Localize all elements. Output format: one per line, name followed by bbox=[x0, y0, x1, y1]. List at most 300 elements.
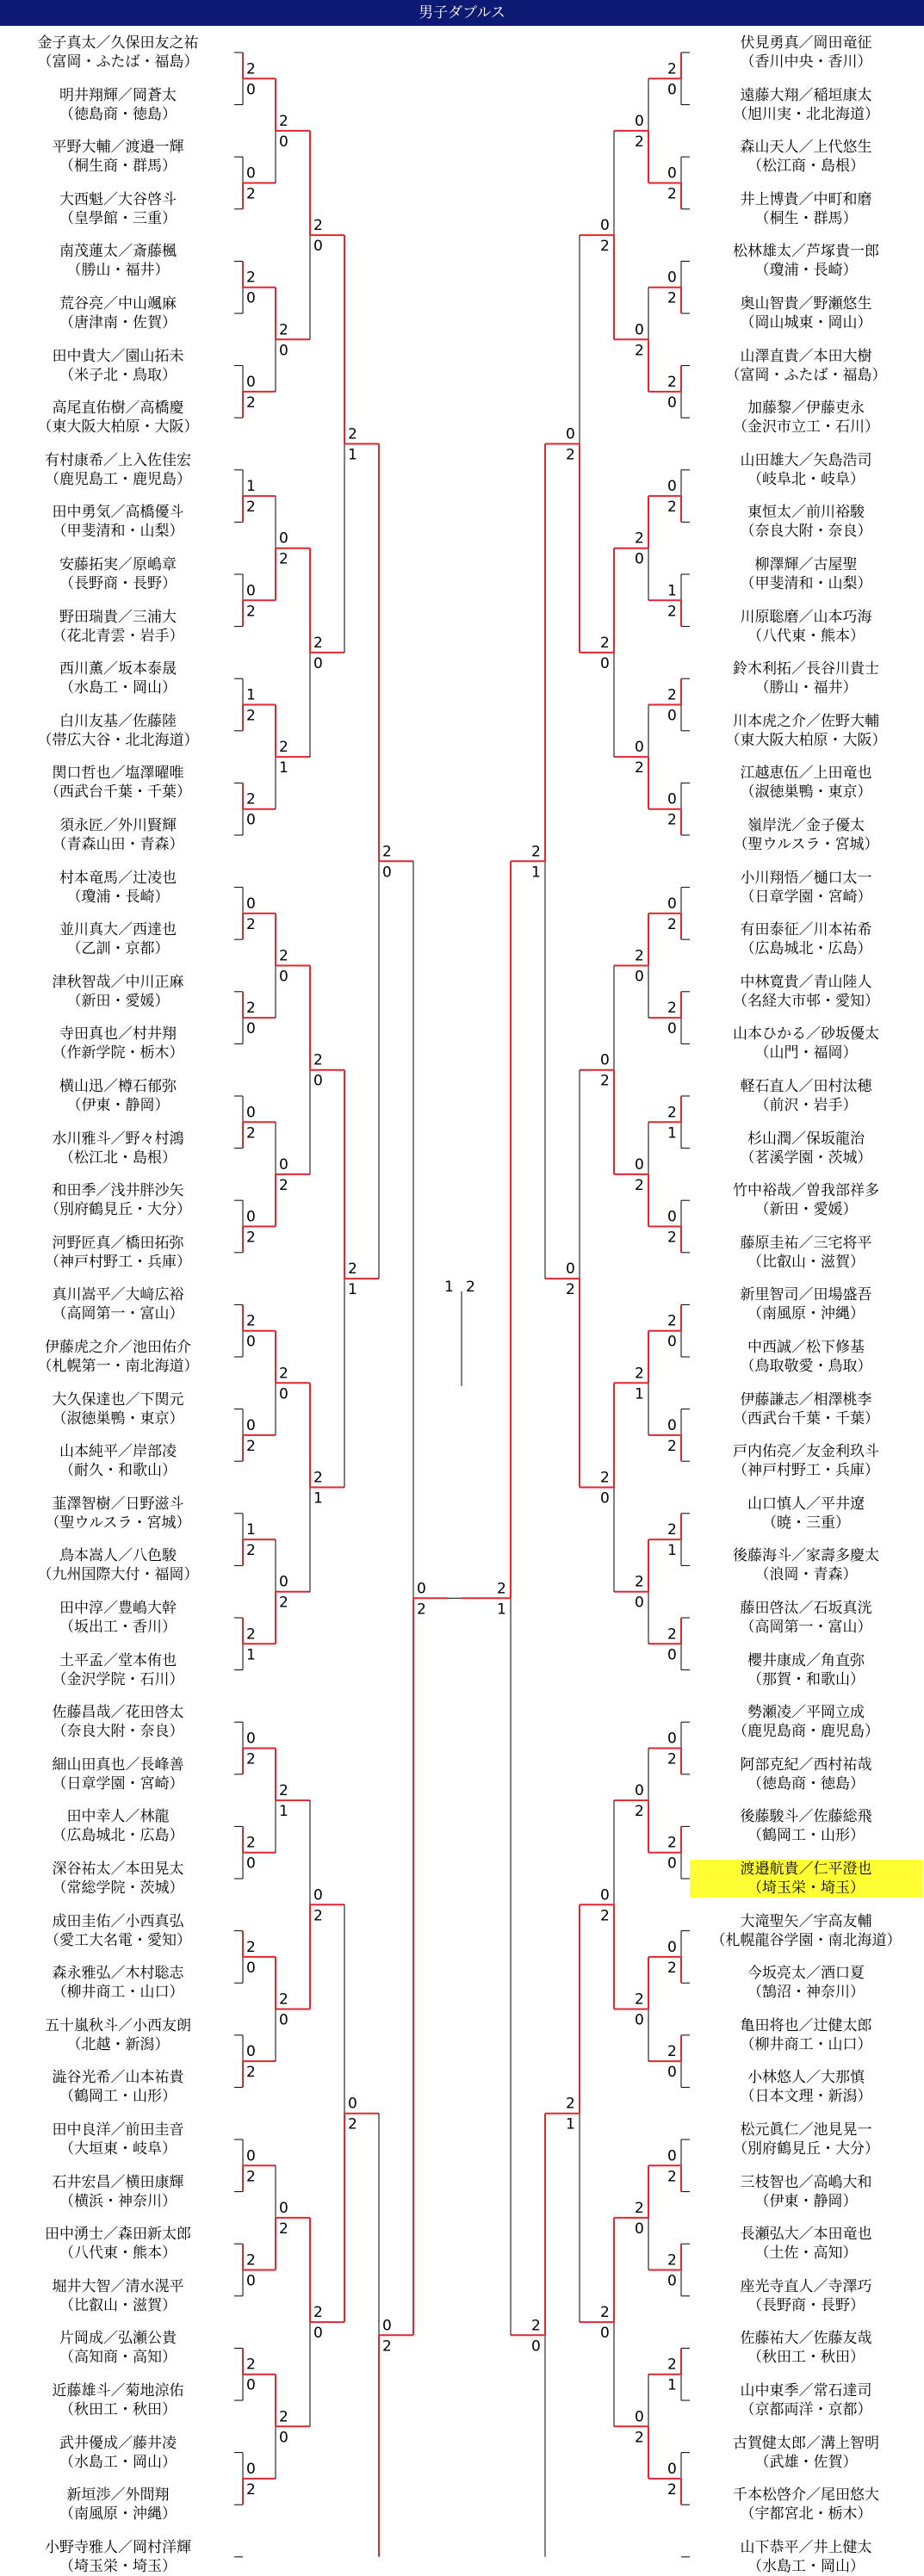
score-label: 0 bbox=[635, 2220, 644, 2238]
player-school: （松江商・島根） bbox=[747, 158, 865, 176]
score-label: 0 bbox=[279, 2199, 288, 2217]
player-names: 東恒太／前川裕駿 bbox=[747, 504, 865, 522]
score-label: 2 bbox=[246, 2251, 256, 2269]
player-names: 遠藤大翔／稲垣康太 bbox=[740, 86, 872, 104]
score-label: 2 bbox=[313, 2304, 323, 2322]
score-label: 0 bbox=[600, 654, 610, 672]
score-label: 2 bbox=[635, 947, 644, 965]
player-names: 佐藤祐大／佐藤友哉 bbox=[740, 2330, 872, 2348]
score-label: 0 bbox=[246, 373, 256, 391]
score-label: 0 bbox=[382, 2317, 392, 2335]
player-school: （鹿児島工・鹿児島） bbox=[45, 470, 191, 488]
player-names: 山中東季／常石達司 bbox=[740, 2382, 872, 2400]
score-label: 2 bbox=[246, 1229, 256, 1247]
player-names: 田中貴大／園山拓未 bbox=[52, 347, 184, 365]
player-school: （秋田工・秋田） bbox=[59, 2401, 177, 2418]
player-school: （土佐・高知） bbox=[754, 2245, 858, 2263]
player-names: 水川雅斗／野々村鴻 bbox=[52, 1130, 184, 1148]
player-school: （伊東・静岡） bbox=[66, 1097, 170, 1114]
player-school: （甲斐清和・山梨） bbox=[52, 523, 184, 541]
score-label: 0 bbox=[566, 425, 575, 443]
player-names: 鳥本嵩人／八色駿 bbox=[59, 1547, 177, 1565]
score-label: 0 bbox=[635, 2408, 644, 2426]
score-label: 0 bbox=[279, 133, 288, 151]
score-label: 0 bbox=[382, 864, 392, 882]
player-school: （秋田工・秋田） bbox=[747, 2349, 865, 2367]
player-school: （伊東・静岡） bbox=[754, 2192, 858, 2210]
player-school: （鹿児島商・鹿児島） bbox=[733, 1723, 879, 1741]
player-names: 嶺岸洸／金子優太 bbox=[747, 817, 865, 834]
score-label: 2 bbox=[667, 60, 677, 78]
player-names: 小川翔悟／樋口太一 bbox=[740, 869, 872, 887]
player-school: （南風原・沖縄） bbox=[59, 2505, 177, 2523]
score-label: 2 bbox=[635, 133, 644, 151]
score-label: 0 bbox=[667, 1855, 677, 1873]
score-label: 1 bbox=[246, 478, 256, 496]
score-label: 0 bbox=[246, 1208, 256, 1226]
player-school: （花北青雲・岩手） bbox=[52, 627, 184, 645]
score-label: 0 bbox=[667, 707, 677, 725]
score-label: 0 bbox=[600, 1489, 610, 1508]
score-label: 2 bbox=[667, 2480, 677, 2499]
score-label: 2 bbox=[313, 1469, 323, 1487]
player-names: 後藤駿斗／佐藤総飛 bbox=[740, 1808, 872, 1826]
player-school: （九州国際大付・福岡） bbox=[37, 1566, 199, 1584]
final-left-score: 1 bbox=[444, 1279, 454, 1296]
player-names: 白川友基／佐藤陸 bbox=[59, 712, 177, 730]
player-school: （勝山・福井） bbox=[66, 262, 170, 280]
player-names: 横山迅／樽石郁弥 bbox=[59, 1078, 177, 1095]
score-label: 2 bbox=[279, 2220, 288, 2238]
player-names: 伊藤虎之介／池田佑介 bbox=[45, 1339, 191, 1356]
score-label: 0 bbox=[279, 2011, 288, 2029]
player-school: （唐津南・佐賀） bbox=[59, 314, 177, 331]
score-label: 1 bbox=[279, 759, 288, 777]
player-names: 深谷祐太／本田晃太 bbox=[52, 1861, 184, 1878]
score-label: 2 bbox=[246, 1750, 256, 1768]
player-school: （東大阪大柏原・大阪） bbox=[37, 418, 199, 437]
score-label: 0 bbox=[246, 811, 256, 829]
player-names: 金子真太／久保田友之祐 bbox=[37, 34, 199, 52]
player-school: （八代東・熊本） bbox=[747, 627, 865, 645]
score-label: 2 bbox=[246, 269, 256, 287]
player-school: （広島城北・広島） bbox=[740, 940, 872, 958]
player-school: （甲斐清和・山梨） bbox=[740, 575, 872, 592]
player-school: （西武台千葉・千葉） bbox=[45, 783, 191, 802]
player-names: 西川薫／坂本泰晟 bbox=[59, 660, 177, 678]
player-school: （淑徳巣鴨・東京） bbox=[52, 1409, 184, 1427]
score-label: 2 bbox=[635, 1365, 644, 1383]
score-label: 0 bbox=[667, 478, 677, 496]
score-label: 1 bbox=[635, 1385, 644, 1403]
score-label: 0 bbox=[531, 2338, 541, 2356]
score-label: 0 bbox=[313, 2325, 323, 2343]
score-label: 2 bbox=[566, 446, 575, 464]
player-school: （日章学園・宮崎） bbox=[740, 888, 872, 906]
player-school: （鵠沼・神奈川） bbox=[747, 1984, 865, 2002]
player-school: （瓊浦・長崎） bbox=[754, 262, 858, 280]
player-names: 小野寺雅人／岡村洋輝 bbox=[45, 2538, 191, 2556]
player-names: 加藤黎／伊藤吏永 bbox=[747, 399, 865, 418]
player-names: 阿部克紀／西村祐哉 bbox=[740, 1756, 872, 1774]
player-school: （青森山田・青森） bbox=[52, 836, 184, 853]
score-label: 0 bbox=[279, 968, 288, 986]
score-label: 2 bbox=[635, 2429, 644, 2447]
score-label: 0 bbox=[635, 2011, 644, 2029]
player-names: 須永匠／外川賢輝 bbox=[59, 817, 177, 834]
player-school: （宇都宮北・栃木） bbox=[740, 2505, 872, 2523]
player-names: 軽石直人／田村汰穂 bbox=[740, 1078, 872, 1095]
player-school: （神戸村野工・兵庫） bbox=[45, 1253, 191, 1271]
player-names: 南茂蓮太／斎藤楓 bbox=[59, 243, 177, 261]
score-label: 2 bbox=[635, 2199, 644, 2217]
player-school: （金沢市立工・石川） bbox=[733, 418, 879, 437]
player-school: （山門・福岡） bbox=[754, 1044, 858, 1062]
score-label: 2 bbox=[246, 1000, 256, 1018]
score-label: 2 bbox=[279, 550, 288, 568]
score-label: 0 bbox=[279, 1573, 288, 1591]
score-label: 1 bbox=[667, 2376, 677, 2394]
score-label: 0 bbox=[667, 2064, 677, 2082]
player-school: （高岡第一・富山） bbox=[52, 1305, 184, 1323]
player-names: 座光寺直人／寺澤巧 bbox=[740, 2277, 872, 2295]
score-label: 2 bbox=[246, 393, 256, 412]
score-label: 1 bbox=[667, 1124, 677, 1142]
player-school: （比叡山・滋賀） bbox=[59, 2296, 177, 2314]
score-label: 1 bbox=[667, 582, 677, 600]
score-label: 2 bbox=[667, 1312, 677, 1330]
score-label: 0 bbox=[348, 2095, 357, 2113]
player-school: （作新学院・栃木） bbox=[52, 1044, 184, 1062]
player-school: （常総学院・茨城） bbox=[52, 1879, 184, 1897]
player-names: 真川嵩平／大﨑広裕 bbox=[52, 1286, 184, 1304]
score-label: 2 bbox=[382, 2338, 392, 2356]
score-label: 2 bbox=[246, 2480, 256, 2499]
score-label: 2 bbox=[667, 2168, 677, 2186]
player-names: 田中淳／豊嶋大幹 bbox=[59, 1600, 177, 1617]
player-names: 高尾直佑樹／高橋慶 bbox=[52, 399, 184, 418]
score-label: 2 bbox=[246, 185, 256, 203]
score-label: 0 bbox=[667, 2147, 677, 2165]
player-names: 江越恵伍／上田竜也 bbox=[740, 765, 872, 783]
score-label: 0 bbox=[667, 393, 677, 412]
score-label: 2 bbox=[667, 915, 677, 933]
score-label: 0 bbox=[667, 895, 677, 913]
score-label: 2 bbox=[497, 1580, 506, 1598]
player-names: 大西魁／大谷啓斗 bbox=[59, 190, 177, 208]
player-names: 亀田将也／辻健太郎 bbox=[740, 2016, 872, 2034]
player-school: （桐生・群馬） bbox=[754, 209, 858, 227]
score-label: 2 bbox=[531, 843, 541, 861]
player-school: （浪岡・青森） bbox=[754, 1566, 858, 1584]
player-school: （坂出工・香川） bbox=[59, 1619, 177, 1636]
player-names: 五十嵐秋斗／小西友朗 bbox=[45, 2016, 191, 2034]
player-names: 渡邉航貴／仁平澄也 bbox=[690, 1860, 922, 1879]
player-school: （高岡第一・富山） bbox=[740, 1619, 872, 1636]
score-label: 0 bbox=[246, 1855, 256, 1873]
player-school: （南風原・沖縄） bbox=[747, 1305, 865, 1323]
player-names: 片岡成／弘瀬公貴 bbox=[59, 2330, 177, 2348]
score-label: 2 bbox=[667, 2356, 677, 2374]
player-school: （鶴岡工・山形） bbox=[59, 2088, 177, 2106]
score-label: 0 bbox=[313, 238, 323, 256]
score-label: 0 bbox=[667, 164, 677, 183]
player-names: 並川真大／西達也 bbox=[59, 921, 177, 939]
player-names: 村本竜馬／辻凌也 bbox=[59, 869, 177, 887]
player-school: （富岡・ふたば・福島） bbox=[725, 366, 887, 384]
score-label: 1 bbox=[348, 446, 357, 464]
score-label: 0 bbox=[635, 321, 644, 339]
score-label: 0 bbox=[635, 550, 644, 568]
score-label: 2 bbox=[246, 915, 256, 933]
player-school: （長野商・長野） bbox=[59, 575, 177, 592]
score-label: 2 bbox=[313, 1051, 323, 1069]
player-school: （名経大市邨・愛知） bbox=[733, 992, 879, 1010]
score-label: 2 bbox=[635, 1803, 644, 1821]
score-label: 0 bbox=[600, 1886, 610, 1904]
score-label: 1 bbox=[246, 686, 256, 704]
score-label: 0 bbox=[279, 1155, 288, 1173]
score-label: 0 bbox=[313, 1072, 323, 1090]
score-label: 0 bbox=[635, 112, 644, 130]
score-label: 2 bbox=[635, 1176, 644, 1194]
score-label: 0 bbox=[246, 1959, 256, 1977]
score-label: 2 bbox=[246, 60, 256, 78]
player-school: （鶴岡工・山形） bbox=[747, 1827, 865, 1845]
score-label: 0 bbox=[246, 1020, 256, 1038]
score-label: 0 bbox=[246, 81, 256, 99]
player-school: （茗溪学園・茨城） bbox=[740, 1149, 872, 1167]
player-names: 鈴木利拓／長谷川貴士 bbox=[733, 660, 879, 678]
score-label: 2 bbox=[667, 373, 677, 391]
score-label: 0 bbox=[246, 2147, 256, 2165]
score-label: 2 bbox=[246, 1938, 256, 1956]
score-label: 0 bbox=[667, 790, 677, 808]
player-school: （鳥取敬愛・鳥取） bbox=[740, 1358, 872, 1375]
score-label: 2 bbox=[667, 1104, 677, 1122]
player-school: （日章学園・宮崎） bbox=[52, 1774, 184, 1793]
score-label: 0 bbox=[667, 1938, 677, 1956]
player-names: 細山田真也／長峰善 bbox=[52, 1756, 184, 1774]
player-school: （桐生商・群馬） bbox=[59, 158, 177, 176]
player-school: （徳島商・徳島） bbox=[747, 1774, 865, 1793]
player-school: （徳島商・徳島） bbox=[59, 105, 177, 123]
score-label: 0 bbox=[246, 2043, 256, 2061]
score-label: 2 bbox=[667, 1959, 677, 1977]
score-label: 2 bbox=[635, 342, 644, 360]
score-label: 0 bbox=[600, 217, 610, 235]
player-school: （神戸村野工・兵庫） bbox=[733, 1462, 879, 1480]
player-school: （瓊浦・長崎） bbox=[66, 888, 170, 906]
player-names: 伊藤謙志／相澤桃李 bbox=[740, 1390, 872, 1409]
player-school: （乙訓・京都） bbox=[66, 940, 170, 958]
score-label: 0 bbox=[246, 895, 256, 913]
player-names: 千本松啓介／尾田悠大 bbox=[733, 2486, 879, 2505]
player-names: 伏見勇真／岡田竜征 bbox=[740, 34, 872, 52]
score-label: 0 bbox=[635, 739, 644, 757]
score-label: 1 bbox=[497, 1601, 506, 1619]
player-names: 大久保達也／下関元 bbox=[52, 1390, 184, 1409]
score-label: 2 bbox=[279, 1782, 288, 1800]
player-school: （富岡・ふたば・福島） bbox=[37, 53, 199, 71]
player-school: （水島工・岡山） bbox=[747, 2557, 865, 2575]
score-label: 2 bbox=[667, 1625, 677, 1644]
score-label: 2 bbox=[667, 811, 677, 829]
player-school: （新田・愛媛） bbox=[66, 992, 170, 1010]
player-names: 田中幸人／林龍 bbox=[66, 1808, 170, 1826]
score-label: 2 bbox=[246, 1437, 256, 1455]
player-school: （武雄・佐賀） bbox=[754, 2453, 858, 2471]
player-names: 柳澤輝／古屋聖 bbox=[754, 556, 858, 573]
score-label: 1 bbox=[313, 1489, 323, 1508]
player-names: 山本純平／岸部凌 bbox=[59, 1443, 177, 1461]
player-school: （埼玉栄・埼玉） bbox=[59, 2557, 177, 2575]
player-names: 和田季／浅井胖沙矢 bbox=[52, 1182, 184, 1200]
player-school: （柳井商工・山口） bbox=[52, 1984, 184, 2002]
score-label: 0 bbox=[667, 1730, 677, 1748]
score-label: 2 bbox=[566, 2095, 575, 2113]
score-label: 2 bbox=[279, 1365, 288, 1383]
score-label: 2 bbox=[600, 634, 610, 652]
player-school: （柳井商工・山口） bbox=[740, 2035, 872, 2053]
score-label: 2 bbox=[667, 1000, 677, 1018]
score-label: 2 bbox=[635, 529, 644, 548]
player-names: 荒谷亮／中山颯麻 bbox=[59, 295, 177, 313]
player-names: 近藤雄斗／菊地涼佑 bbox=[52, 2382, 184, 2400]
score-label: 2 bbox=[600, 1907, 610, 1925]
score-label: 2 bbox=[279, 1594, 288, 1612]
score-label: 0 bbox=[667, 1416, 677, 1434]
player-names: 大滝聖矢／宇高友輔 bbox=[740, 1912, 872, 1930]
score-label: 0 bbox=[667, 1020, 677, 1038]
player-names: 長瀬弘大／本田竜也 bbox=[740, 2226, 872, 2244]
score-label: 2 bbox=[667, 1521, 677, 1539]
player-school: （前沢・岩手） bbox=[754, 1097, 858, 1114]
player-names: 竹中裕哉／曽我部祥多 bbox=[733, 1182, 879, 1200]
player-school: （勝山・福井） bbox=[754, 679, 858, 697]
player-school: （暁・三重） bbox=[762, 1514, 850, 1532]
score-label: 2 bbox=[566, 1281, 575, 1299]
score-label: 2 bbox=[635, 1991, 644, 2009]
score-label: 0 bbox=[246, 1104, 256, 1122]
player-names: 藤原圭祐／三宅将平 bbox=[740, 1234, 872, 1252]
score-label: 2 bbox=[667, 1834, 677, 1852]
score-label: 2 bbox=[600, 2304, 610, 2322]
score-label: 2 bbox=[417, 1601, 426, 1619]
score-label: 2 bbox=[279, 947, 288, 965]
player-school: （大垣東・岐阜） bbox=[59, 2140, 177, 2158]
score-label: 0 bbox=[246, 2460, 256, 2478]
player-names: 山口慎人／平井遼 bbox=[747, 1495, 865, 1513]
score-label: 1 bbox=[667, 1542, 677, 1560]
score-label: 2 bbox=[246, 707, 256, 725]
player-names: 川本虎之介／佐野大輔 bbox=[733, 712, 879, 730]
score-label: 2 bbox=[279, 112, 288, 130]
player-names: 今坂亮太／酒口夏 bbox=[747, 1965, 865, 1983]
score-label: 2 bbox=[279, 1991, 288, 2009]
score-label: 1 bbox=[246, 1521, 256, 1539]
score-label: 2 bbox=[279, 739, 288, 757]
player-school: （水島工・岡山） bbox=[59, 679, 177, 697]
score-label: 2 bbox=[635, 759, 644, 777]
score-label: 0 bbox=[667, 1646, 677, 1664]
player-names: 森山天人／上代悠生 bbox=[740, 139, 872, 157]
score-label: 2 bbox=[246, 790, 256, 808]
player-names: 土平孟／堂本侑也 bbox=[59, 1651, 177, 1669]
score-label: 0 bbox=[667, 81, 677, 99]
player-names: 杉山潤／保坂龍治 bbox=[747, 1130, 865, 1148]
player-names: 澁谷光希／山本祐貴 bbox=[52, 2069, 184, 2087]
player-school: （香川中央・香川） bbox=[740, 53, 872, 71]
player-names: 山澤直貴／本田大樹 bbox=[740, 347, 872, 365]
player-names: 明井翔輝／岡蒼太 bbox=[59, 86, 177, 104]
score-label: 2 bbox=[667, 185, 677, 203]
score-label: 1 bbox=[348, 1281, 357, 1299]
player-school: （長野商・長野） bbox=[747, 2296, 865, 2314]
score-label: 0 bbox=[635, 1594, 644, 1612]
player-names: 石井宏昌／横田康輝 bbox=[52, 2173, 184, 2191]
score-label: 1 bbox=[246, 1646, 256, 1664]
score-label: 1 bbox=[566, 2115, 575, 2133]
player-school: （愛工大名電・愛知） bbox=[45, 1931, 191, 1949]
score-label: 2 bbox=[246, 1312, 256, 1330]
player-names: 有田泰征／川本祐希 bbox=[740, 921, 872, 939]
player-school: （聖ウルスラ・宮城） bbox=[733, 836, 879, 853]
player-school: （旭川実・北北海道） bbox=[733, 105, 879, 123]
player-school: （高知商・高知） bbox=[59, 2349, 177, 2367]
score-label: 2 bbox=[246, 2168, 256, 2186]
player-names: 後藤海斗／家壽多慶太 bbox=[733, 1547, 879, 1565]
player-names: 津秋智哉／中川正麻 bbox=[52, 973, 184, 991]
score-label: 2 bbox=[348, 2115, 357, 2133]
player-school: （別府鶴見丘・大分） bbox=[45, 1201, 191, 1219]
score-label: 0 bbox=[246, 1730, 256, 1748]
score-label: 2 bbox=[279, 2408, 288, 2426]
player-school: （八代東・熊本） bbox=[59, 2245, 177, 2263]
score-label: 2 bbox=[667, 498, 677, 517]
score-label: 2 bbox=[348, 425, 357, 443]
player-names: 田中勇気／高橋優斗 bbox=[52, 504, 184, 522]
score-label: 0 bbox=[600, 1051, 610, 1069]
score-label: 0 bbox=[667, 1208, 677, 1226]
player-names: 平野大輔／渡邉一輝 bbox=[52, 139, 184, 157]
score-label: 1 bbox=[279, 1803, 288, 1821]
score-label: 2 bbox=[667, 1229, 677, 1247]
score-label: 0 bbox=[566, 1260, 575, 1279]
score-label: 0 bbox=[279, 529, 288, 548]
score-label: 0 bbox=[313, 654, 323, 672]
score-label: 2 bbox=[246, 2356, 256, 2374]
score-label: 0 bbox=[635, 968, 644, 986]
player-names: 河野匠真／橋田拓弥 bbox=[52, 1234, 184, 1252]
score-label: 2 bbox=[600, 1072, 610, 1090]
player-school: （札幌龍谷学園・南北海道） bbox=[710, 1931, 902, 1949]
score-label: 2 bbox=[246, 1834, 256, 1852]
score-label: 0 bbox=[246, 582, 256, 600]
player-school: （奈良大附・奈良） bbox=[52, 1723, 184, 1741]
score-label: 0 bbox=[279, 342, 288, 360]
player-names: 新里智司／田場盛吾 bbox=[740, 1286, 872, 1304]
player-school: （松江北・島根） bbox=[59, 1149, 177, 1167]
player-names: 有村康希／上入佐佳宏 bbox=[45, 451, 191, 469]
player-names: 川原聡磨／山本巧海 bbox=[740, 608, 872, 626]
player-school: （耐久・和歌山） bbox=[59, 1462, 177, 1480]
player-school: （新田・愛媛） bbox=[754, 1201, 858, 1219]
score-label: 0 bbox=[667, 2272, 677, 2290]
player-names: 成田圭佑／小西真弘 bbox=[52, 1912, 184, 1930]
score-label: 0 bbox=[279, 2429, 288, 2447]
player-school: （札幌第一・南北海道） bbox=[37, 1358, 199, 1375]
